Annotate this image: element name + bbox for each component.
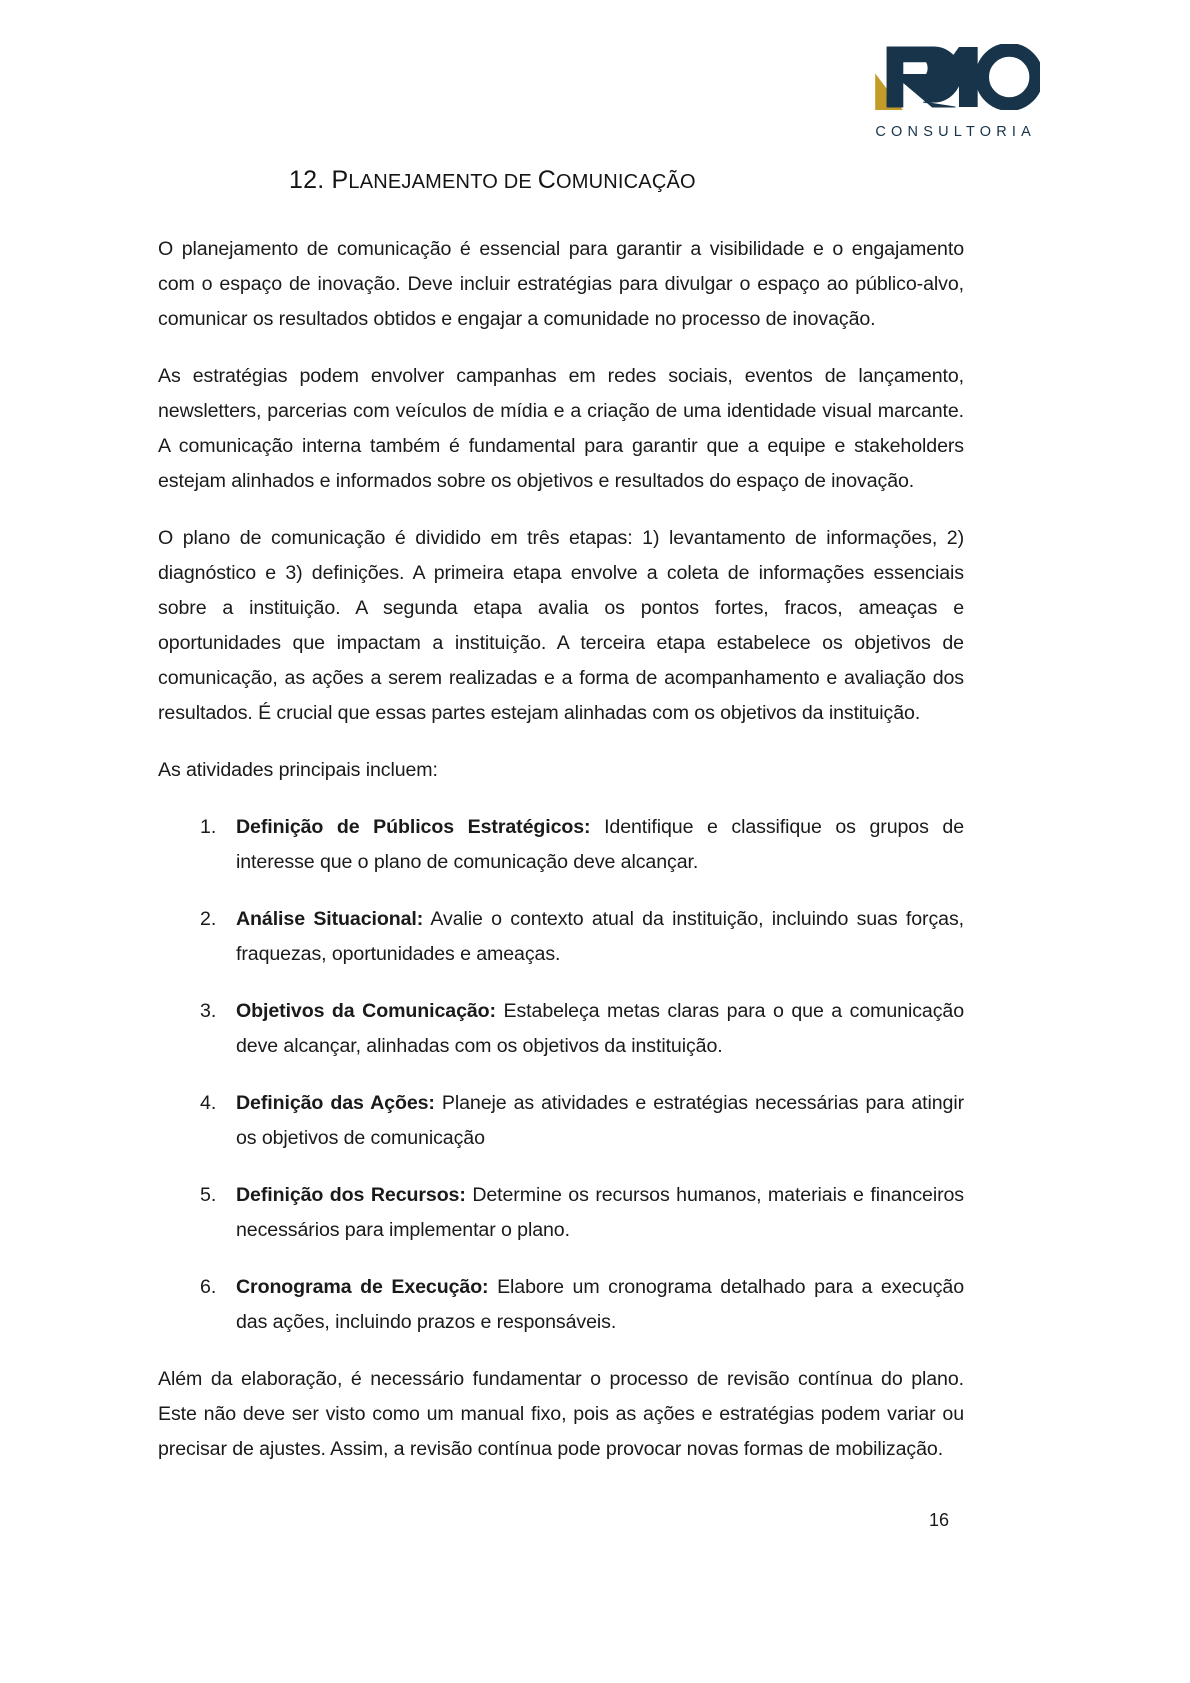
list-item [158,810,964,880]
activities-intro: As atividades principais incluem: [158,759,438,781]
list-item-lead: Análise Situacional: [236,908,424,930]
list-item-lead: Objetivos da Comunicação: [236,1000,496,1022]
list-item-lead: Definição das Ações: [236,1092,435,1114]
list-item-text: Planeje as atividades e estratégias necessárias para atingir os objetivos de comunicação [236,1092,964,1149]
list-item-text: Avalie o contexto atual da instituição, incluindo suas forças, fraquezas, oportunidades e ameaças. [236,908,964,965]
company-logo [840,44,1040,144]
page-title-part-2: LANEJAMENTO DE [348,171,538,193]
list-item [158,994,964,1064]
list-item [158,1270,964,1340]
paragraph-4: Além da elaboração, é necessário fundamentar o processo de revisão contínua do plano. Este não deve ser visto como um manual fixo, pois as ações e estratégias podem variar ou precisar de ajustes. Assim, a revisão contínua pode provocar novas formas de mobilização. [158,1368,964,1460]
list-item [158,1086,964,1156]
logo-wordmark: CONSULTORIA [875,124,1036,140]
page-title-part-1: 12. P [289,166,349,194]
list-item-lead: Definição dos Recursos: [236,1184,466,1206]
page-number: 16 [929,1510,950,1530]
activities-list [158,810,964,1340]
page-title-part-3: C [537,166,556,194]
document-body [158,232,964,1467]
list-item [158,1178,964,1248]
list-item [158,902,964,972]
list-item-lead: Definição de Públicos Estratégicos: [236,816,591,838]
paragraph-3: O plano de comunicação é dividido em três etapas: 1) levantamento de informações, 2) diagnóstico e 3) definições. A primeira etapa envolve a coleta de informações essenciais sobre a instituição. A segunda etapa avalia os pontos fortes, fracos, ameaças e oportunidades que impactam a instituição. A terceira etapa estabelece os objetivos de comunicação, as ações a serem realizadas e a forma de acompanhamento e avaliação dos resultados. É crucial que essas partes estejam alinhadas com os objetivos da instituição. [158,527,964,724]
list-item-text: Estabeleça metas claras para o que a comunicação deve alcançar, alinhadas com os objetivos da instituição. [236,1000,964,1057]
paragraph-2: As estratégias podem envolver campanhas em redes sociais, eventos de lançamento, newsletters, parcerias com veículos de mídia e a criação de uma identidade visual marcante. A comunicação interna também é fundamental para garantir que a equipe e stakeholders estejam alinhados e informados sobre os objetivos e resultados do espaço de inovação. [158,365,964,492]
page-header [810,44,1040,144]
list-item-text: Elabore um cronograma detalhado para a execução das ações, incluindo prazos e responsáveis. [236,1276,964,1333]
paragraph-1: O planejamento de comunicação é essencial para garantir a visibilidade e o engajamento com o espaço de inovação. Deve incluir estratégias para divulgar o espaço ao público-alvo, comunicar os resultados obtidos e engajar a comunidade no processo de inovação. [158,238,964,330]
r10-logo-icon [872,44,1040,110]
list-item-text: Determine os recursos humanos, materiais e financeiros necessários para implementar o plano. [236,1184,964,1241]
list-item-lead: Cronograma de Execução: [236,1276,489,1298]
page-title [289,166,696,195]
list-item-text: Identifique e classifique os grupos de interesse que o plano de comunicação deve alcançar. [236,816,964,873]
page-title-part-4: OMUNICAÇÃO [555,171,696,193]
